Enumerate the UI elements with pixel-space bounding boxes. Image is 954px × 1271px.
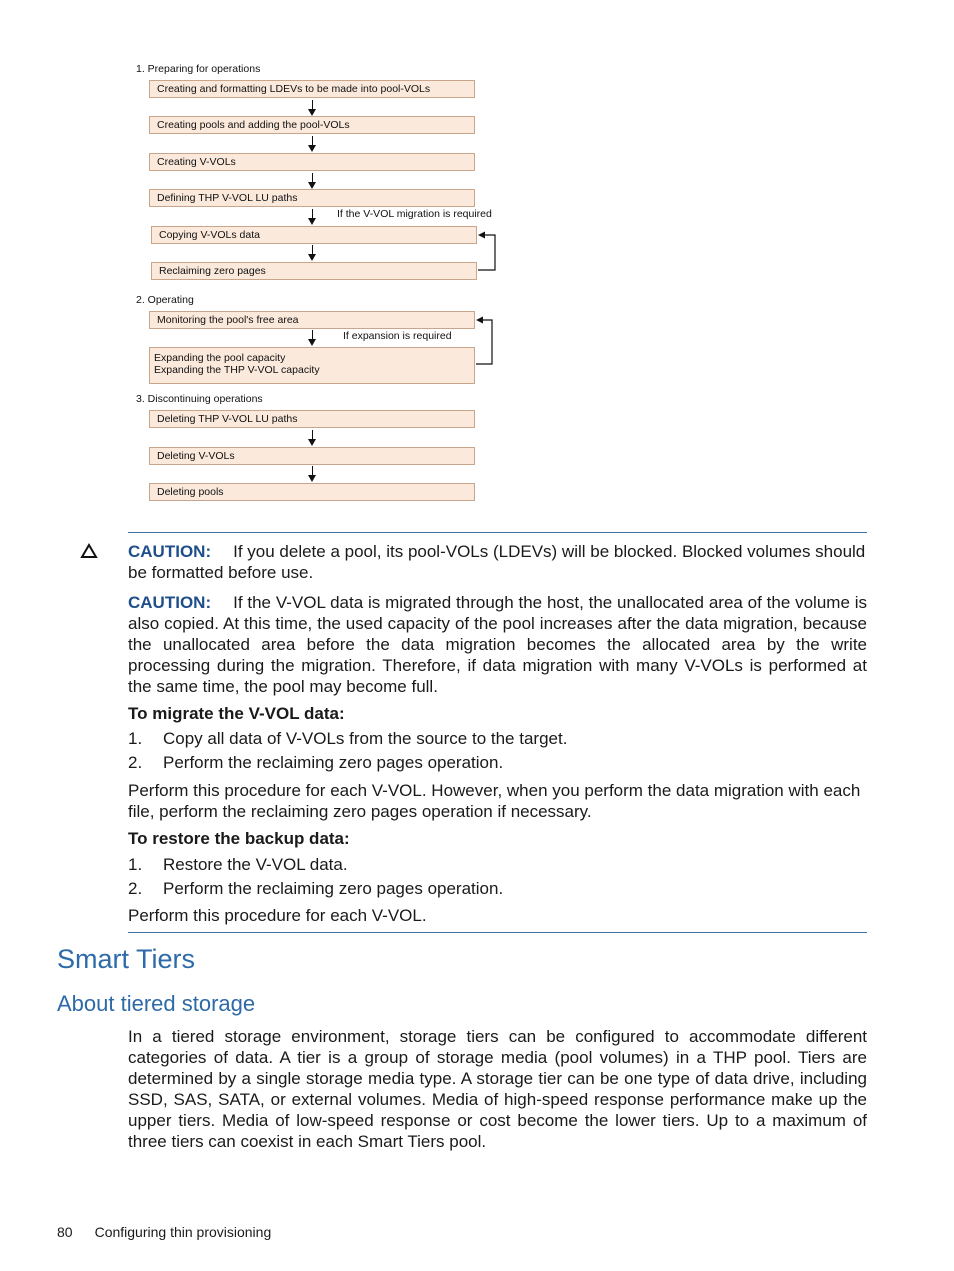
page-number: 80	[57, 1224, 73, 1240]
list-text: Copy all data of V-VOLs from the source to the target.	[163, 729, 568, 748]
step-reclaim-zero-pages: Reclaiming zero pages	[151, 262, 477, 280]
flow-arrow	[308, 466, 317, 482]
step-delete-pools: Deleting pools	[149, 483, 475, 501]
step-expand-capacity	[149, 347, 475, 384]
caution-text: If you delete a pool, its pool-VOLs (LDEVs) will be blocked. Blocked volumes should be formatted before use.	[128, 542, 866, 582]
flow-arrow	[308, 100, 317, 116]
list-item	[128, 854, 348, 875]
list-item	[128, 878, 503, 899]
migrate-note: Perform this procedure for each V-VOL. However, when you perform the data migration with each file, perform the reclaiming zero pages operation if necessary.	[128, 781, 861, 821]
step-create-format-ldevs: Creating and formatting LDEVs to be made into pool-VOLs	[149, 80, 475, 98]
list-number: 1.	[128, 729, 143, 748]
expand-pool-line: Expanding the pool capacity	[154, 352, 286, 364]
step-define-lu-paths: Defining THP V-VOL LU paths	[149, 189, 475, 207]
restore-note: Perform this procedure for each V-VOL.	[128, 906, 427, 925]
list-item	[128, 728, 567, 749]
list-number: 1.	[128, 855, 143, 874]
step-create-pools: Creating pools and adding the pool-VOLs	[149, 116, 475, 134]
list-text: Perform the reclaiming zero pages operation.	[163, 753, 504, 772]
step-delete-vvols: Deleting V-VOLs	[149, 447, 475, 465]
caution-label: CAUTION:	[128, 542, 212, 561]
list-text: Restore the V-VOL data.	[163, 855, 348, 874]
section-label-discontinuing: 3. Discontinuing operations	[136, 393, 263, 405]
caution-icon	[80, 543, 98, 559]
step-monitor-free-area: Monitoring the pool's free area	[149, 311, 475, 329]
caution-label: CAUTION:	[128, 593, 212, 612]
flow-arrow	[308, 245, 317, 261]
subsection-title: About tiered storage	[57, 991, 256, 1016]
step-delete-lu-paths: Deleting THP V-VOL LU paths	[149, 410, 475, 428]
flow-arrow	[308, 430, 317, 446]
expand-vvol-line: Expanding the THP V-VOL capacity	[154, 364, 320, 376]
flow-arrow	[308, 136, 317, 152]
restore-heading: To restore the backup data:	[128, 829, 350, 848]
note-migration-required: If the V-VOL migration is required	[337, 208, 492, 220]
caution-delete-pool	[128, 541, 867, 583]
caution-text: If the V-VOL data is migrated through the host, the unallocated area of the volume is also copied. At this time, the used capacity of the pool increases after the data migration, because the unallocated area before the data migration becomes the allocated area by the write processing during the migration. Therefore, if data migration with many V-VOLs is performed at the same time, the pool may become full.	[128, 593, 867, 696]
list-text: Perform the reclaiming zero pages operation.	[163, 879, 504, 898]
caution-bottom-rule	[128, 932, 867, 933]
step-copy-vvols-data: Copying V-VOLs data	[151, 226, 477, 244]
list-number: 2.	[128, 879, 143, 898]
list-number: 2.	[128, 753, 143, 772]
list-item	[128, 752, 503, 773]
section-label-operating: 2. Operating	[136, 294, 194, 306]
caution-top-rule	[128, 532, 867, 533]
chapter-title: Configuring thin provisioning	[94, 1224, 272, 1240]
note-expansion-required: If expansion is required	[343, 330, 452, 342]
expansion-loop-arrow	[474, 313, 498, 369]
section-title: Smart Tiers	[57, 944, 196, 974]
section-label-preparing: 1. Preparing for operations	[136, 63, 261, 75]
step-create-vvols: Creating V-VOLs	[149, 153, 475, 171]
tiered-storage-paragraph: In a tiered storage environment, storage tiers can be configured to accommodate different categories of data. A tier is a group of storage media (pool volumes) in a THP pool. Tiers are determined by a single storage media type. A storage tier can be one type of data drive, including SSD, SAS, SATA, or external volumes. Media of high-speed response performance make up the upper tiers. Media of low-speed response or cost become the lower tiers. Up to a maximum of three tiers can coexist in each Smart Tiers pool.	[128, 1027, 867, 1151]
flow-arrow	[308, 173, 317, 189]
flow-arrow	[308, 330, 317, 346]
operation-flow-diagram	[0, 0, 954, 510]
flow-arrow	[308, 209, 317, 225]
migration-loop-arrow	[476, 228, 500, 274]
caution-vvol-migration	[128, 592, 867, 697]
page-footer	[57, 1224, 271, 1240]
migrate-heading: To migrate the V-VOL data:	[128, 704, 345, 723]
